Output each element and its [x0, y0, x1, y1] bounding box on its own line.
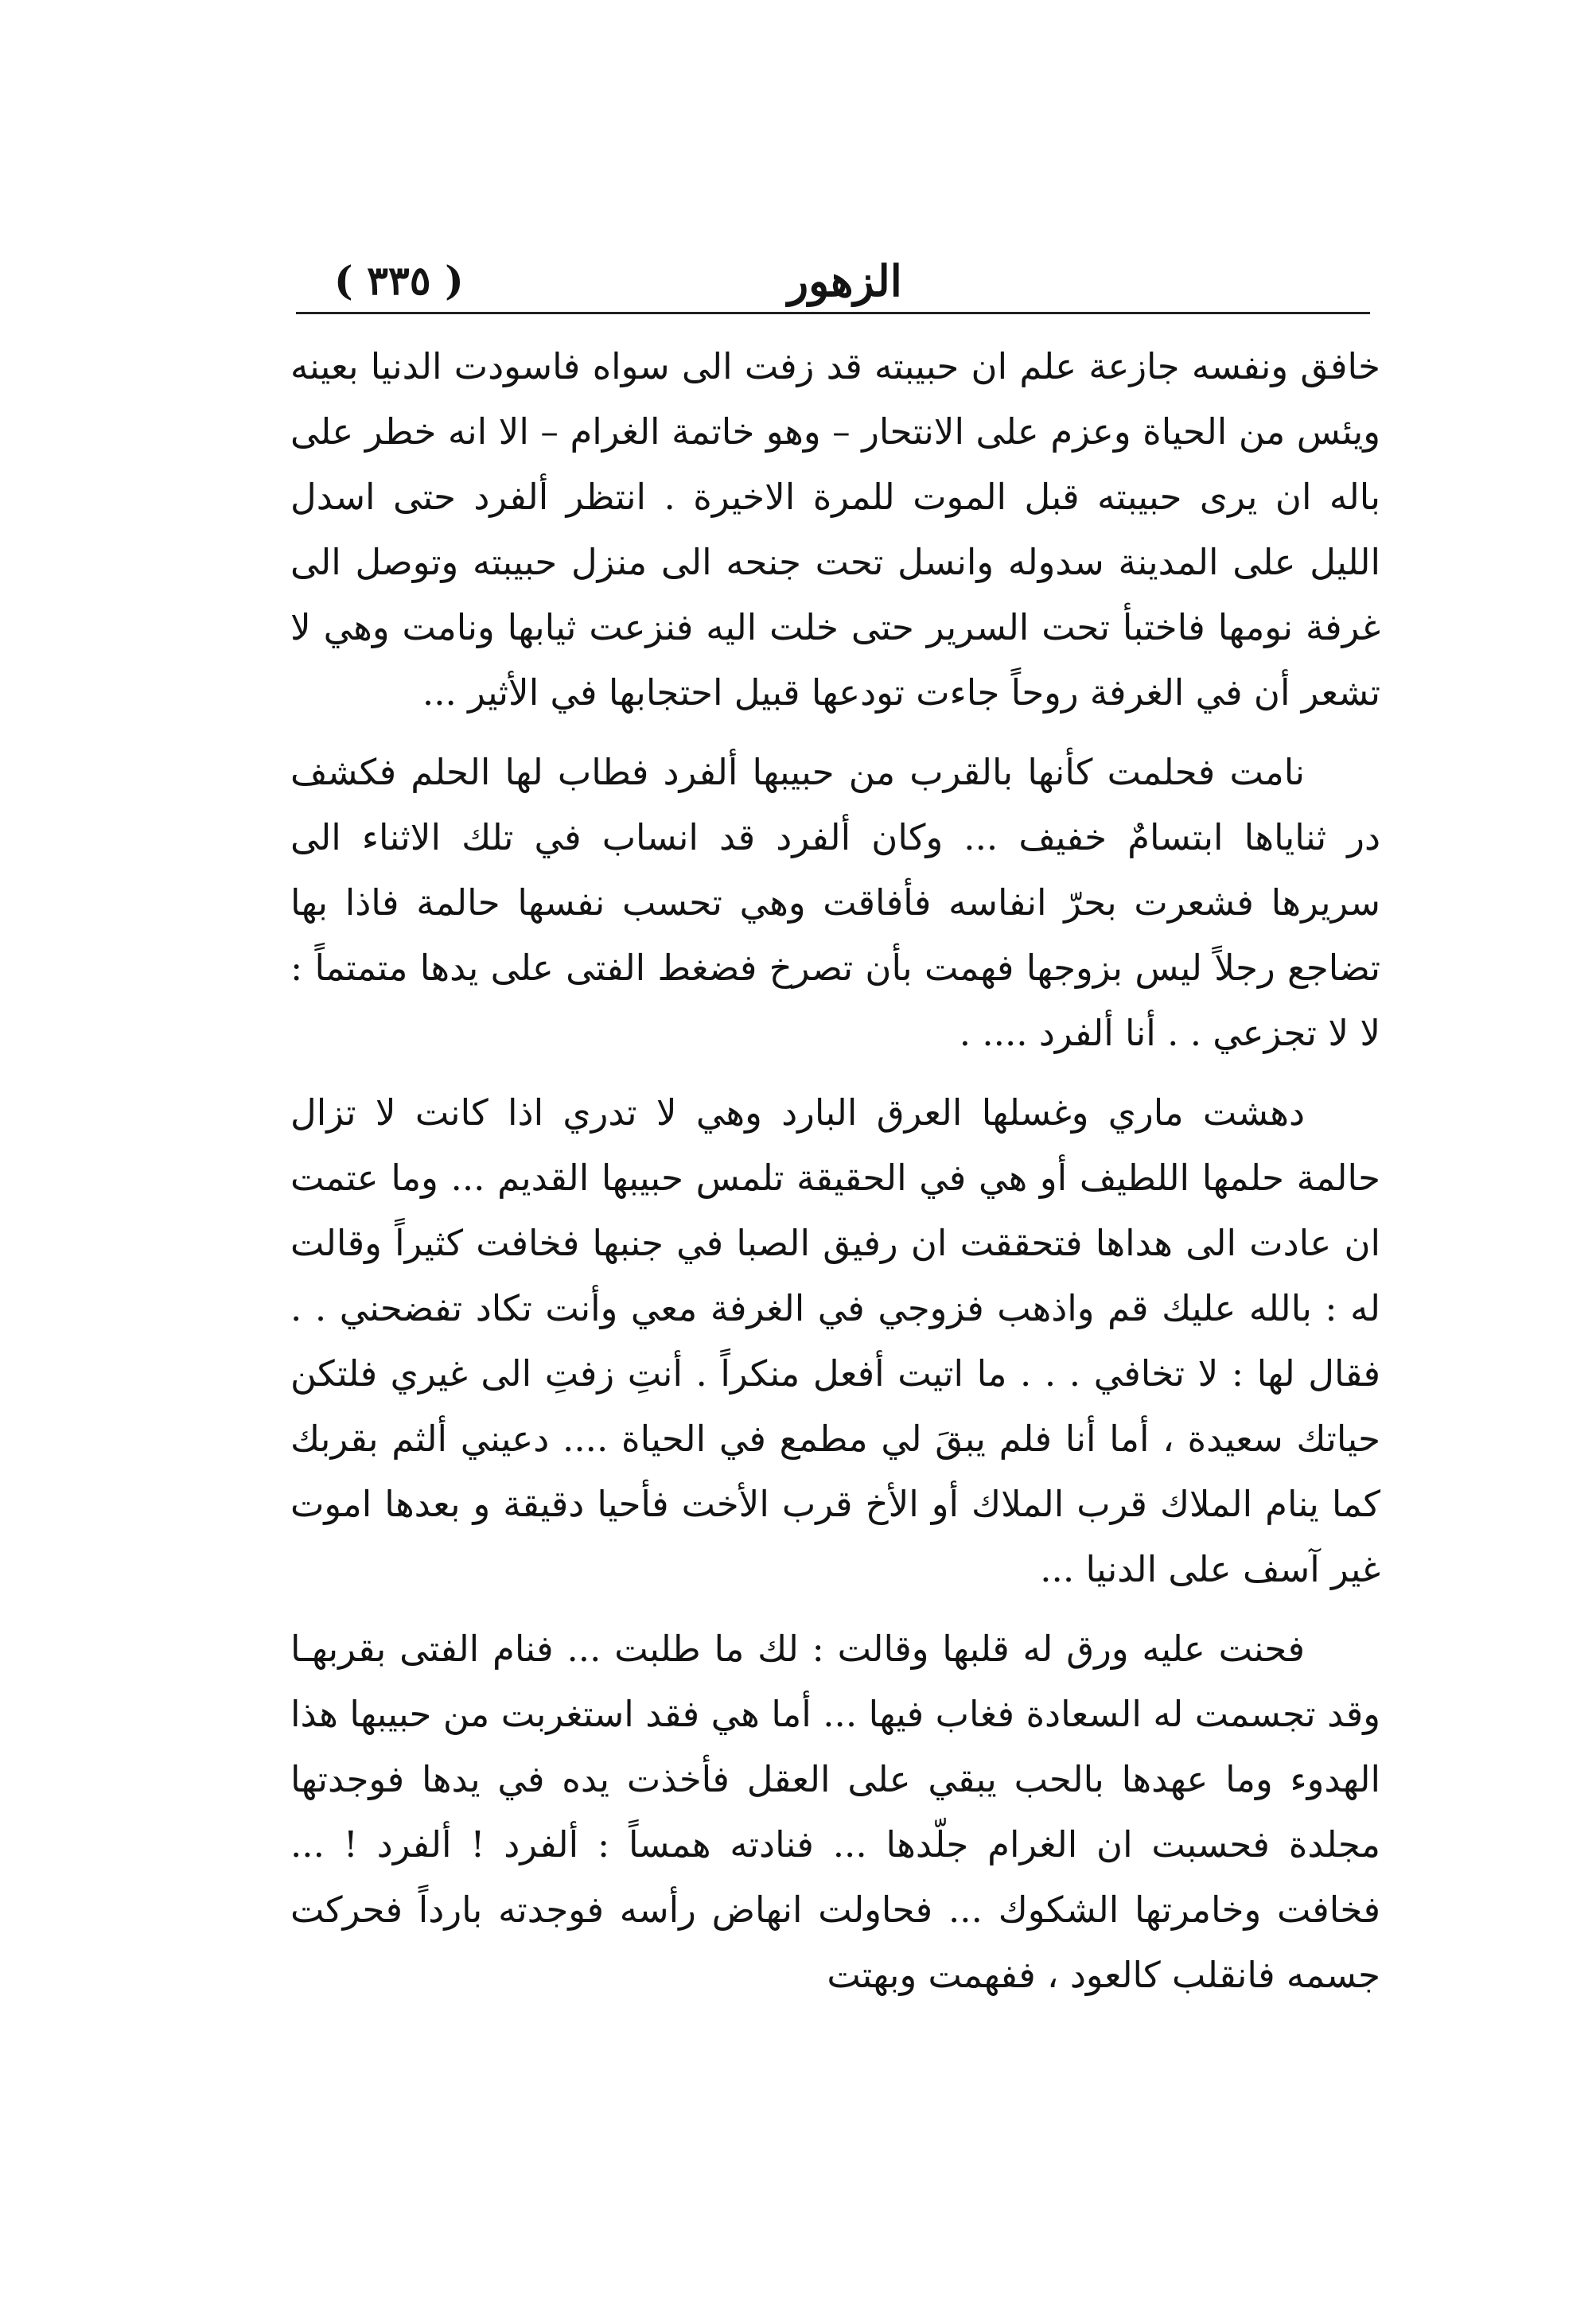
body-text: [290, 334, 1380, 2008]
page-header: [294, 253, 1368, 309]
page-number: ( ٣٣٥ ): [334, 257, 464, 304]
header-rule: [296, 312, 1370, 314]
paragraph-1: خافق ونفسه جازعة علم ان حبيبته قد زفت الى سواه فاسودت الدنيا بعينه ويئس من الحياة وعزم على الانتحار – وهو خاتمة الغرام – الا انه خطر على باله ان يرى حبيبته قبل الموت للمرة الاخيرة . انتظر ألفرد حتى اسدل الليل على المدينة سدوله وانسل تحت جنحه الى منزل حبيبته وتوصل الى غرفة نومها فاختبأ تحت السرير حتى خلت اليه فنزعت ثيابها ونامت وهي لا تشعر أن في الغرفة روحاً جاءت تودعها قبيل احتجابها في الأثير ...: [290, 345, 1380, 714]
running-title: الزهور: [788, 255, 902, 306]
paragraph-2: نامت فحلمت كأنها بالقرب من حبيبها ألفرد فطاب لها الحلم فكشف در ثناياها ابتسامٌ خفيف ... وكان ألفرد قد انساب في تلك الاثناء الى سريرها فشعرت بحرّ انفاسه فأفاقت وهي تحسب نفسها حالمة فاذا بها تضاجع رجلاً ليس بزوجها فهمت بأن تصرخ فضغط الفتى على يدها متمتماً : لا لا تجزعي . . أنا ألفرد .... .: [290, 751, 1380, 1054]
paragraph-4: فحنت عليه ورق له قلبها وقالت : لك ما طلبت ... فنام الفتى بقربهـا وقد تجسمت له السعادة فغاب فيها ... أما هي فقد استغربت من حبيبها هذا الهدوء وما عهدها بالحب يبقي على العقل فأخذت يده في يدها فوجدتها مجلدة فحسبت ان الغرام جلّدها ... فنادته همساً : ألفرد ! ألفرد ! ... فخافت وخامرتها الشكوك ... فحاولت انهاض رأسه فوجدته بارداً فحركت جسمه فانقلب كالعود ، ففهمت وبهتت: [290, 1628, 1380, 1996]
paragraph-3: دهشت ماري وغسلها العرق البارد وهي لا تدري اذا كانت لا تزال حالمة حلمها اللطيف أو هي في الحقيقة تلمس حبيبها القديم ... وما عتمت ان عادت الى هداها فتحققت ان رفيق الصبا في جنبها فخافت كثيراً وقالت له : بالله عليك قم واذهب فزوجي في الغرفة معي وأنت تكاد تفضحني . . فقال لها : لا تخافي . . . ما اتيت أفعل منكراً . أنتِ زفتِ الى غيري فلتكن حياتك سعيدة ، أما أنا فلم يبقَ لي مطمع في الحياة .... دعيني ألثم بقربك كما ينام الملاك قرب الملاك أو الأخ قرب الأخت فأحيا دقيقة و بعدها اموت غير آسف على الدنيا ...: [290, 1091, 1380, 1590]
